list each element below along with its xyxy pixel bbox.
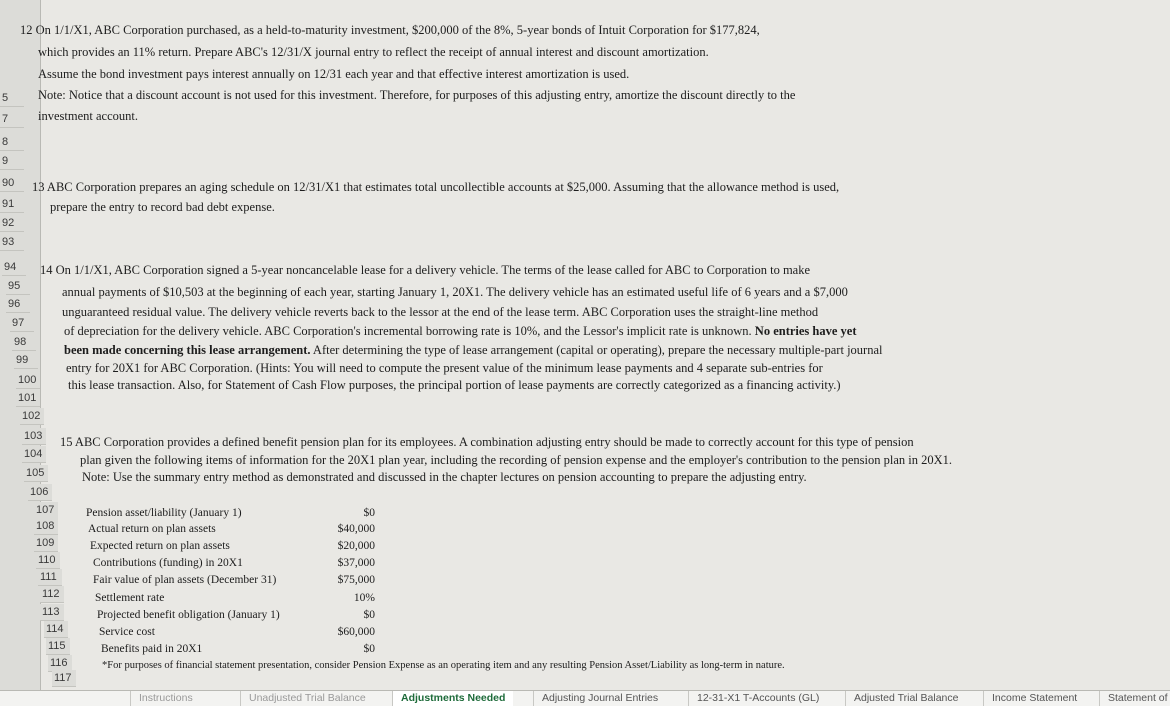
pension-item-label: Expected return on plan assets	[90, 540, 230, 552]
row-number[interactable]: 93	[0, 234, 24, 251]
q15-line2: plan given the following items of information for the 20X1 plan year, including the recording of pension expense and the employer's contribution to the pension plan in 20X1.	[80, 453, 953, 467]
tab-instructions[interactable]: Instructions	[130, 691, 201, 706]
pension-item-value: $37,000	[337, 557, 375, 569]
row-number[interactable]: 94	[2, 259, 26, 276]
q14-line5	[64, 342, 882, 359]
q14-line4-bold: No entries have yet	[754, 324, 857, 338]
row-number[interactable]: 8	[0, 134, 24, 151]
tab-unadjusted-trial-balance[interactable]: Unadjusted Trial Balance	[240, 691, 374, 706]
pension-item-label: Projected benefit obligation (January 1)	[97, 609, 280, 621]
row-number[interactable]: 105	[24, 465, 48, 482]
pension-footnote: *For purposes of financial statement presentation, consider Pension Expense as an operating item and any resulting Pension Asset/Liability as long-term in nature.	[102, 660, 785, 671]
row-number[interactable]: 109	[34, 535, 58, 552]
row-number[interactable]: 110	[36, 552, 60, 569]
q14-line4	[64, 323, 857, 340]
row-number[interactable]: 112	[40, 586, 64, 603]
row-number[interactable]: 91	[0, 196, 24, 213]
pension-item-value: $20,000	[337, 540, 375, 552]
tab-t-accounts[interactable]: 12-31-X1 T-Accounts (GL)	[688, 691, 827, 706]
row-number[interactable]: 103	[22, 428, 46, 445]
q14-line2: annual payments of $10,503 at the beginning of each year, starting January 1, 20X1. The delivery vehicle has an estimated useful life of 6 years and a $7,000	[62, 285, 848, 299]
q14-line7: this lease transaction. Also, for Statement of Cash Flow purposes, the principal portion of lease payments are correctly categorized as a financing activity.)	[68, 378, 841, 392]
q13-line1: 13 ABC Corporation prepares an aging schedule on 12/31/X1 that estimates total uncollectible accounts at $25,000. Assuming that the allowance method is used,	[32, 180, 840, 194]
row-number[interactable]: 117	[52, 670, 76, 687]
q14-line1: 14 On 1/1/X1, ABC Corporation signed a 5-year noncancelable lease for a delivery vehicle. The terms of the lease called for ABC to Corporation to make	[40, 263, 811, 277]
q12-line5: investment account.	[38, 109, 138, 123]
row-number[interactable]: 114	[44, 621, 68, 638]
row-number[interactable]: 101	[16, 390, 40, 407]
pension-item-value: $75,000	[337, 574, 375, 586]
row-number[interactable]: 96	[6, 296, 30, 313]
pension-item-value: $40,000	[337, 523, 375, 535]
tab-statement-of[interactable]: Statement of	[1099, 691, 1170, 706]
row-number[interactable]: 106	[28, 484, 52, 501]
pension-item-label: Settlement rate	[95, 592, 165, 604]
q15-line1: 15 ABC Corporation provides a defined benefit pension plan for its employees. A combination adjusting entry should be made to correctly account for this type of pension	[60, 435, 914, 449]
row-number[interactable]: 97	[10, 315, 34, 332]
q14-line6: entry for 20X1 for ABC Corporation. (Hints: You will need to compute the present value of the minimum lease payments and 4 separate sub-entries for	[66, 361, 823, 375]
pension-item-label: Fair value of plan assets (December 31)	[93, 574, 277, 586]
row-number[interactable]: 107	[34, 502, 58, 519]
row-number[interactable]: 115	[46, 638, 70, 655]
sheet-tab-bar	[0, 690, 1170, 706]
row-number[interactable]: 104	[22, 446, 46, 463]
tab-adjustments-needed[interactable]: Adjustments Needed	[392, 691, 513, 706]
q12-line3: Assume the bond investment pays interest annually on 12/31 each year and that effective interest amortization is used.	[38, 67, 630, 81]
pension-item-label: Contributions (funding) in 20X1	[93, 557, 243, 569]
row-number[interactable]: 116	[48, 655, 72, 672]
q14-line5-text: After determining the type of lease arrangement (capital or operating), prepare the necessary multiple-part journal	[310, 343, 883, 357]
pension-item-value: $0	[363, 609, 375, 621]
row-number[interactable]: 9	[0, 153, 24, 170]
row-number[interactable]: 90	[0, 175, 24, 192]
row-number[interactable]: 102	[20, 408, 44, 425]
pension-item-label: Benefits paid in 20X1	[101, 643, 203, 655]
row-number[interactable]: 92	[0, 215, 24, 232]
row-number[interactable]: 98	[12, 334, 36, 351]
pension-item-label: Pension asset/liability (January 1)	[86, 507, 242, 519]
pension-item-label: Service cost	[99, 626, 155, 638]
row-number[interactable]: 95	[6, 278, 30, 295]
q14-line3: unguaranteed residual value. The delivery vehicle reverts back to the lessor at the end of the lease term. ABC Corporation uses the straight-line method	[62, 305, 819, 319]
pension-item-value: $0	[363, 643, 375, 655]
row-number[interactable]: 99	[14, 352, 38, 369]
tab-income-statement[interactable]: Income Statement	[983, 691, 1085, 706]
q15-line3: Note: Use the summary entry method as demonstrated and discussed in the chapter lectures on pension accounting to prepare the adjusting entry.	[82, 470, 807, 484]
row-number[interactable]: 100	[16, 372, 40, 389]
row-number[interactable]: 113	[40, 604, 64, 621]
pension-item-label: Actual return on plan assets	[88, 523, 216, 535]
pension-item-value: $60,000	[337, 626, 375, 638]
q14-line4-text: of depreciation for the delivery vehicle. ABC Corporation's incremental borrowing rate is 10%, and the Lessor's implicit rate is unknown.	[64, 324, 755, 338]
tab-adjusting-journal-entries[interactable]: Adjusting Journal Entries	[533, 691, 666, 706]
row-number[interactable]: 111	[38, 569, 62, 586]
row-number[interactable]: 108	[34, 518, 58, 535]
pension-item-value: 10%	[353, 592, 375, 604]
row-number[interactable]: 5	[0, 90, 24, 107]
q12-line2: which provides an 11% return. Prepare ABC's 12/31/X journal entry to reflect the receipt of annual interest and discount amortization.	[38, 45, 709, 59]
tab-adjusted-trial-balance[interactable]: Adjusted Trial Balance	[845, 691, 966, 706]
q12-line4: Note: Notice that a discount account is not used for this investment. Therefore, for purposes of this adjusting entry, amortize the discount directly to the	[38, 88, 796, 102]
pension-item-value: $0	[363, 507, 375, 519]
row-number[interactable]: 7	[0, 111, 24, 128]
q12-line1: 12 On 1/1/X1, ABC Corporation purchased, as a held-to-maturity investment, $200,000 of the 8%, 5-year bonds of Intuit Corporation for $177,824,	[20, 23, 760, 37]
q14-line5-bold: been made concerning this lease arrangement.	[64, 343, 311, 357]
q13-line2: prepare the entry to record bad debt expense.	[50, 200, 275, 214]
